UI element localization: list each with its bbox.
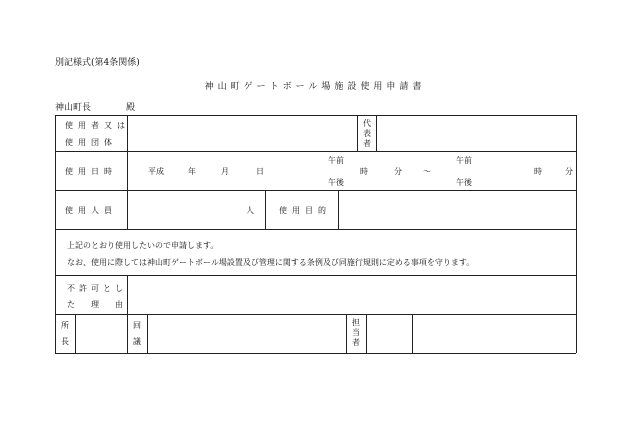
year-label: 年 xyxy=(188,167,196,176)
form-title: 神山町ゲートボール場施設使用申請書 xyxy=(204,82,426,92)
datetime-label: 使用日時 xyxy=(65,167,117,176)
end-hour-label: 時 xyxy=(534,167,542,176)
end-pm-label[interactable]: 午後 xyxy=(456,178,472,187)
start-minute-label: 分 xyxy=(394,167,402,176)
addressee-suffix: 殿 xyxy=(126,103,136,113)
start-hour-label: 時 xyxy=(360,167,368,176)
reason-label-line1: 不許可とし xyxy=(67,284,127,293)
representative-label: 代表者 xyxy=(363,119,371,148)
people-count-field[interactable] xyxy=(129,192,239,227)
range-tilde: ～ xyxy=(423,167,431,176)
user-label-line2: 使用団体 xyxy=(65,138,117,147)
purpose-label: 使用目的 xyxy=(279,206,331,215)
user-name-field[interactable] xyxy=(129,117,355,149)
circulation-label: 回議 xyxy=(133,321,141,346)
chief-label: 所長 xyxy=(61,321,69,346)
person-in-charge-stamp-box[interactable] xyxy=(368,316,410,351)
reason-field[interactable] xyxy=(129,277,574,312)
people-label: 使用人員 xyxy=(65,206,117,215)
start-pm-label[interactable]: 午後 xyxy=(328,178,344,187)
era-label: 平成 xyxy=(148,167,164,176)
end-am-label[interactable]: 午前 xyxy=(456,156,472,165)
reason-label-line2: た 理 由 xyxy=(67,300,127,309)
chief-stamp-box[interactable] xyxy=(77,316,125,351)
person-in-charge-label: 担当者 xyxy=(352,318,360,347)
user-label-line1: 使用者又は xyxy=(65,121,130,130)
circulation-stamp-box[interactable] xyxy=(149,316,344,351)
statement-line2: なお、使用に際しては神山町ゲートボール場設置及び管理に関する条例及び同施行規則に定める事項を守ります。 xyxy=(67,258,475,267)
month-label: 月 xyxy=(221,167,229,176)
purpose-field[interactable] xyxy=(340,192,574,227)
start-am-label[interactable]: 午前 xyxy=(328,156,344,165)
people-unit: 人 xyxy=(246,206,254,215)
end-minute-label: 分 xyxy=(565,167,573,176)
addressee-prefix: 神山町長 xyxy=(55,103,92,113)
annex-label: 別記様式(第4条関係) xyxy=(55,58,140,68)
day-label: 日 xyxy=(256,167,264,176)
representative-field[interactable] xyxy=(378,117,574,149)
statement-line1: 上記のとおり使用したいので申請します。 xyxy=(67,241,219,250)
